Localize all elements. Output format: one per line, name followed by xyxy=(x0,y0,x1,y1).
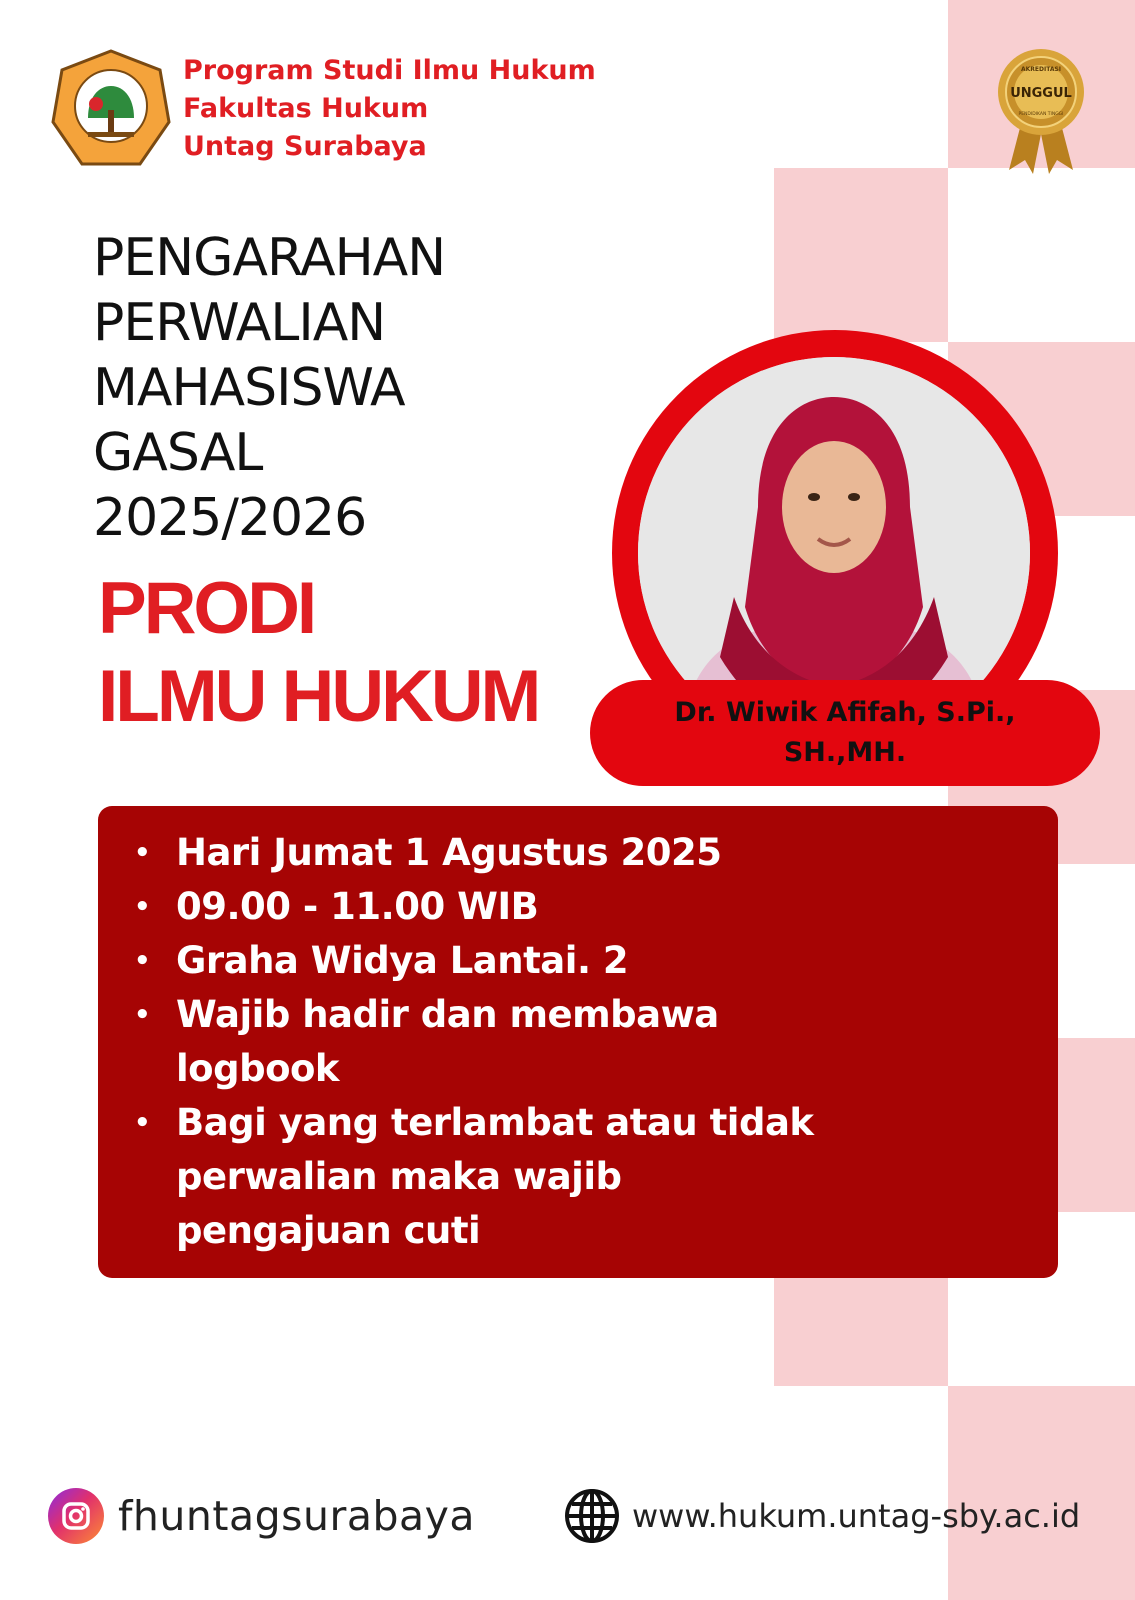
university-seal-icon xyxy=(48,48,174,174)
badge-top-text: AKREDITASI xyxy=(1020,66,1062,73)
badge-label: UNGGUL xyxy=(1010,86,1072,101)
website-link[interactable]: www.hukum.untag-sby.ac.id xyxy=(632,1497,1081,1535)
event-details-list xyxy=(176,826,816,1258)
detail-item: • Hari Jumat 1 Agustus 2025 xyxy=(176,826,816,880)
program-line: PRODI xyxy=(98,568,315,649)
institution-line: Fakultas Hukum xyxy=(183,93,429,124)
institution-name xyxy=(183,52,596,166)
institution-line: Untag Surabaya xyxy=(183,131,427,162)
instagram-handle[interactable]: fhuntagsurabaya xyxy=(118,1492,475,1540)
program-line: ILMU HUKUM xyxy=(98,656,539,737)
decor-check xyxy=(948,1386,1135,1600)
detail-item: • Bagi yang terlambat atau tidak perwalian maka wajib pengajuan cuti xyxy=(176,1096,816,1258)
decor-check xyxy=(774,168,948,342)
detail-item: • Graha Widya Lantai. 2 xyxy=(176,934,816,988)
program-name xyxy=(98,565,538,741)
speaker-name-line: Dr. Wiwik Afifah, S.Pi., xyxy=(674,697,1016,728)
instagram-icon xyxy=(48,1488,104,1544)
detail-item: • 09.00 - 11.00 WIB xyxy=(176,880,816,934)
badge-bottom-text: PENDIDIKAN TINGGI xyxy=(1018,112,1064,117)
camera-glyph-icon xyxy=(48,1488,104,1544)
event-details-box xyxy=(98,806,1058,1278)
institution-line: Program Studi Ilmu Hukum xyxy=(183,55,596,86)
speaker-name-line: SH.,MH. xyxy=(783,737,907,768)
title-line: PENGARAHAN xyxy=(93,228,446,288)
detail-item: • Wajib hadir dan membawa logbook xyxy=(176,988,816,1096)
title-line: PERWALIAN xyxy=(93,293,386,353)
title-line: GASAL xyxy=(93,423,263,483)
speaker-name xyxy=(674,693,1015,773)
speaker-name-pill xyxy=(590,680,1100,786)
globe-icon xyxy=(564,1488,620,1544)
title-line: 2025/2026 xyxy=(93,488,367,548)
accreditation-rosette-icon xyxy=(995,44,1087,176)
event-title xyxy=(93,226,445,551)
title-line: MAHASISWA xyxy=(93,358,405,418)
